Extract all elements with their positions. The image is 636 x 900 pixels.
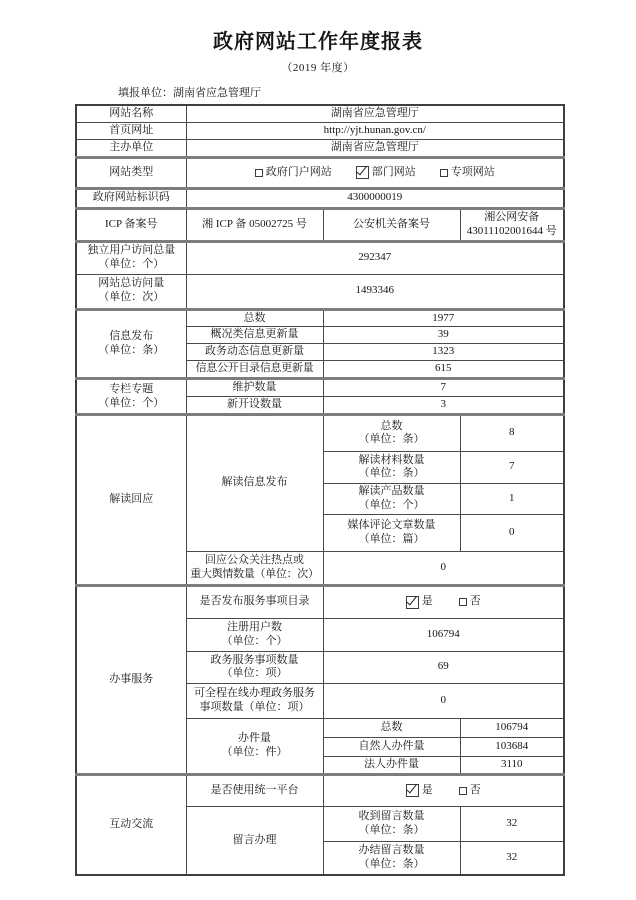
checkbox-unchecked-icon <box>440 169 448 177</box>
field-label <box>323 514 460 551</box>
row-service-catalog <box>76 585 564 618</box>
field-value: 3 <box>323 397 564 415</box>
option-label: 专项网站 <box>450 165 495 178</box>
field-unit: （单位：篇） <box>358 532 425 545</box>
checkbox-checked-icon <box>406 596 419 609</box>
row-site-type <box>76 157 564 188</box>
field-label: 概况类信息更新量 <box>186 327 323 344</box>
field-label: 政务动态信息更新量 <box>186 344 323 361</box>
checkbox-unchecked-icon <box>255 169 263 177</box>
report-year: （2019 年度） <box>281 62 355 74</box>
field-label <box>186 683 323 718</box>
field-unit: （单位：条） <box>358 433 425 446</box>
field-label <box>323 414 460 451</box>
field-label-line: 事项数量（单位：项） <box>199 700 310 713</box>
field-value: 0 <box>460 514 564 551</box>
group-unit: （单位：条） <box>98 343 165 356</box>
field-label <box>323 806 460 841</box>
service-catalog-value <box>323 585 564 618</box>
field-value: 32 <box>460 806 564 841</box>
option-yes <box>406 784 433 798</box>
option-label: 政府门户网站 <box>265 165 332 178</box>
checkbox-checked-icon <box>406 784 419 797</box>
option-no <box>459 595 481 609</box>
field-label: 是否发布服务事项目录 <box>186 585 323 618</box>
field-value: 32 <box>460 841 564 875</box>
field-value: 7 <box>323 379 564 397</box>
row-icp <box>76 208 564 241</box>
field-label: 总数 <box>323 718 460 737</box>
hot-response-label <box>186 551 323 585</box>
total-visits-label <box>76 274 186 309</box>
site-type-value <box>186 157 564 188</box>
checkbox-unchecked-icon <box>459 787 467 795</box>
option-label: 是 <box>421 595 433 608</box>
interpret-publish-label: 解读信息发布 <box>186 414 323 551</box>
option-label: 部门网站 <box>371 165 416 178</box>
field-value: 1977 <box>323 309 564 327</box>
field-label: 自然人办件量 <box>323 737 460 756</box>
field-label-line: 政务服务事项数量 <box>210 653 299 666</box>
field-unit: （单位：条） <box>358 823 425 836</box>
field-value: 103684 <box>460 737 564 756</box>
field-label-line: 解读材料数量 <box>358 453 425 466</box>
site-code-value: 4300000019 <box>186 188 564 208</box>
field-unit: （单位：个） <box>221 634 288 647</box>
field-unit: （单位：个） <box>98 258 165 270</box>
field-value: 7 <box>460 451 564 483</box>
total-visits-value: 1493346 <box>186 274 564 309</box>
field-label-line: 重大舆情数量（单位：次） <box>190 567 319 580</box>
group-unit: （单位：件） <box>221 745 288 758</box>
row-info-publish-total <box>76 309 564 327</box>
option-department-site <box>356 166 416 180</box>
group-label: 办件量 <box>238 732 271 744</box>
option-label: 否 <box>469 595 481 608</box>
unified-platform-value <box>323 774 564 806</box>
interpret-group-label: 解读回应 <box>76 414 186 585</box>
field-label-line: 回应公众关注热点或 <box>205 554 304 566</box>
field-label: 是否使用统一平台 <box>186 774 323 806</box>
checkbox-unchecked-icon <box>459 598 467 606</box>
field-value: 0 <box>323 551 564 585</box>
field-value: 8 <box>460 414 564 451</box>
columns-group-label <box>76 379 186 415</box>
services-group-label: 办事服务 <box>76 585 186 774</box>
group-unit: （单位：个） <box>98 396 165 409</box>
report-table <box>75 104 565 876</box>
icp-label: ICP 备案号 <box>76 208 186 241</box>
field-value: 1 <box>460 483 564 514</box>
field-value: 3110 <box>460 756 564 774</box>
organizer-value: 湖南省应急管理厅 <box>186 139 564 157</box>
group-label: 专栏专题 <box>109 382 154 395</box>
field-value: 106794 <box>460 718 564 737</box>
row-total-visits <box>76 274 564 309</box>
field-value: 0 <box>323 683 564 718</box>
site-name-label: 网站名称 <box>76 105 186 122</box>
row-site-name <box>76 105 564 122</box>
organizer-label: 主办单位 <box>76 139 186 157</box>
field-label-line: 注册用户数 <box>227 621 282 633</box>
site-type-label: 网站类型 <box>76 157 186 188</box>
field-value: 39 <box>323 327 564 344</box>
field-value: 615 <box>323 361 564 379</box>
row-interpret-total <box>76 414 564 451</box>
field-label: 信息公开目录信息更新量 <box>186 361 323 379</box>
field-unit: （单位：次） <box>98 291 165 303</box>
interaction-group-label: 互动交流 <box>76 774 186 875</box>
field-value: 1323 <box>323 344 564 361</box>
field-unit: （单位：项） <box>221 667 288 680</box>
row-home-url <box>76 122 564 139</box>
field-unit: （单位：条） <box>358 467 425 480</box>
unique-visitors-label <box>76 241 186 274</box>
unique-visitors-value: 292347 <box>186 241 564 274</box>
home-url-label: 首页网址 <box>76 122 186 139</box>
report-title: 政府网站工作年度报表 <box>213 31 423 53</box>
site-name-value: 湖南省应急管理厅 <box>186 105 564 122</box>
field-label <box>323 483 460 514</box>
messages-group-label: 留言办理 <box>186 806 323 875</box>
option-label: 否 <box>469 783 481 796</box>
cases-group-label <box>186 718 323 774</box>
row-unified-platform <box>76 774 564 806</box>
group-label: 信息发布 <box>109 330 154 343</box>
field-label <box>186 618 323 651</box>
field-label: 独立用户访问总量 <box>87 244 176 257</box>
field-label-line: 收到留言数量 <box>358 810 425 822</box>
row-unique-visitors <box>76 241 564 274</box>
option-special-site <box>440 166 495 180</box>
police-record-label: 公安机关备案号 <box>323 208 460 241</box>
police-record-value <box>460 208 564 241</box>
report-unit: 填报单位：湖南省应急管理厅 <box>118 87 261 99</box>
field-label-line: 总数 <box>380 419 403 432</box>
site-code-label: 政府网站标识码 <box>76 188 186 208</box>
police-record-line2: 43011102001644 号 <box>466 224 557 237</box>
info-publish-group-label <box>76 309 186 379</box>
field-unit: （单位：条） <box>358 858 425 870</box>
field-label <box>323 451 460 483</box>
field-label-line: 办结留言数量 <box>358 844 425 857</box>
field-label: 网站总访问量 <box>98 277 165 290</box>
field-value: 69 <box>323 651 564 683</box>
field-label-line: 媒体评论文章数量 <box>347 519 436 531</box>
option-portal-site <box>255 166 332 180</box>
row-site-code <box>76 188 564 208</box>
checkbox-checked-icon <box>356 166 369 179</box>
option-label: 是 <box>421 783 433 796</box>
icp-value: 湘 ICP 备 05002725 号 <box>186 208 323 241</box>
row-columns-maintained <box>76 379 564 397</box>
home-url-value: http://yjt.hunan.gov.cn/ <box>186 122 564 139</box>
field-label: 维护数量 <box>186 379 323 397</box>
field-unit: （单位：个） <box>358 498 425 511</box>
field-label-line: 可全程在线办理政务服务 <box>194 687 315 699</box>
field-label: 总数 <box>186 309 323 327</box>
field-label: 法人办件量 <box>323 756 460 774</box>
option-yes <box>406 595 433 609</box>
option-no <box>459 784 481 798</box>
field-label-line: 解读产品数量 <box>358 485 425 497</box>
field-label <box>323 841 460 875</box>
row-organizer <box>76 139 564 157</box>
field-label: 新开设数量 <box>186 397 323 415</box>
field-value: 106794 <box>323 618 564 651</box>
field-label <box>186 651 323 683</box>
police-record-line1: 湘公网安备 <box>484 210 540 223</box>
